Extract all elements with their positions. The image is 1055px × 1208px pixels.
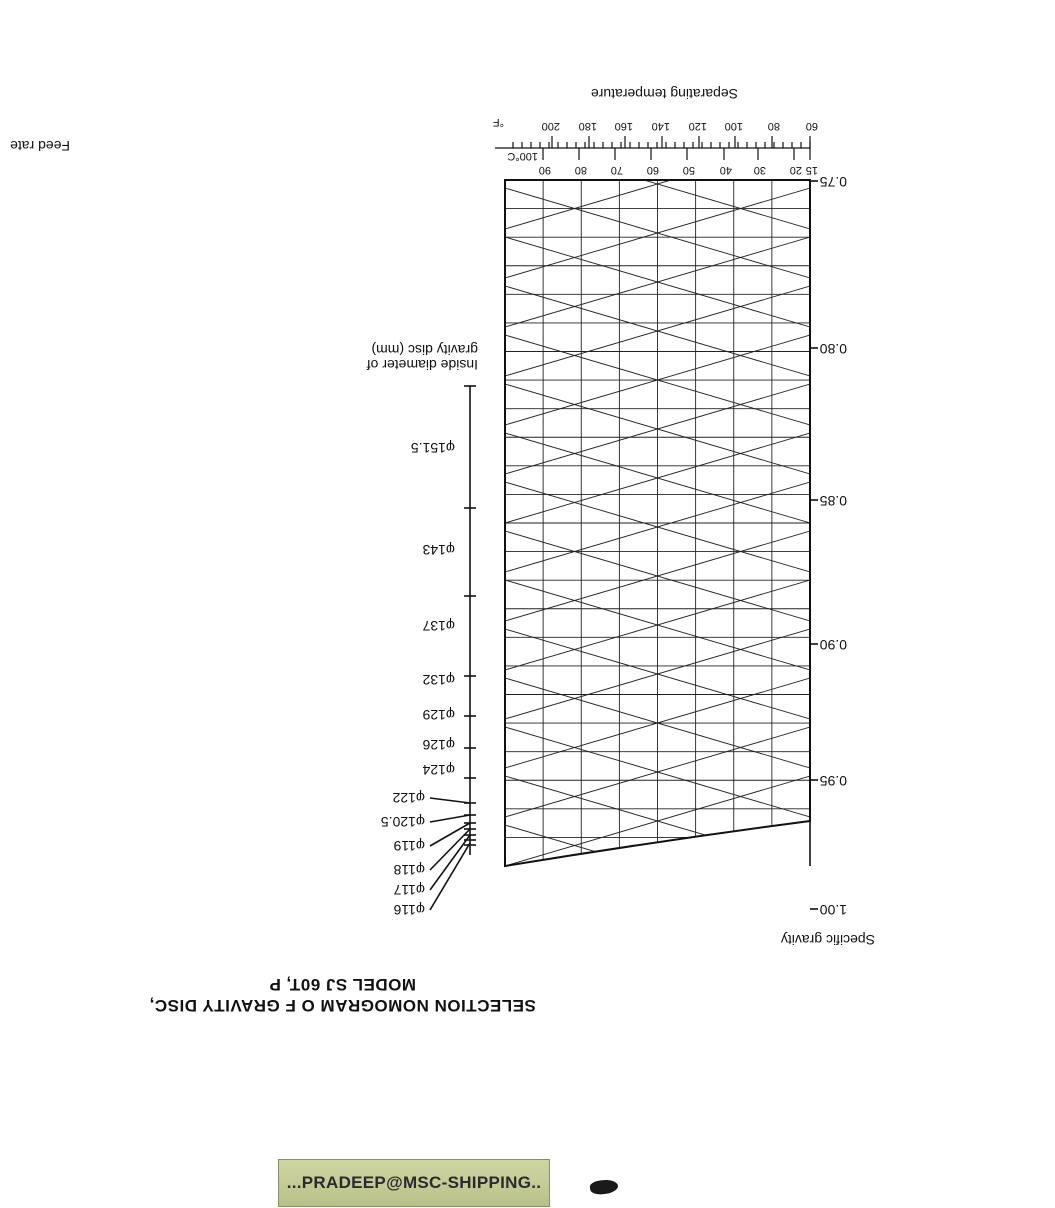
watermark-badge: ...PRADEEP@MSC-SHIPPING.. — [278, 1159, 550, 1207]
specific-gravity-scale — [810, 180, 818, 909]
celsius-tick-label: 60 — [646, 164, 659, 176]
disc-scale-label: φ126 — [422, 737, 455, 753]
celsius-tick-label: 50 — [682, 164, 695, 176]
title-line-2: MODEL SJ 60T, P — [269, 975, 417, 994]
disc-leader-line — [430, 798, 470, 803]
disc-leader-line — [430, 843, 470, 910]
grid-diagonal-line — [505, 874, 810, 964]
grid-diagonal-line — [505, 1119, 810, 1208]
sg-tick-label: 1.00 — [819, 902, 847, 918]
celsius-tick-label: 80 — [574, 164, 587, 176]
disc-leader-label: φ119 — [393, 838, 425, 854]
disc-scale-label: φ151.5 — [410, 440, 455, 456]
temperature-label: Separating temperature — [590, 86, 738, 102]
grid-diagonal-line — [505, 0, 810, 33]
disc-leader-line — [430, 815, 470, 822]
grid-diagonal-line — [505, 874, 810, 964]
disc-leader-label: φ117 — [393, 882, 425, 898]
title-line-1: SELECTION NOMOGRAM O F GRAVITY DISC, — [149, 996, 536, 1015]
sg-tick-label: 0.85 — [819, 493, 847, 509]
grid-diagonal-line — [505, 923, 810, 1013]
grid-diagonal-line — [505, 1168, 810, 1208]
grid-diagonal-line — [505, 1021, 810, 1111]
fahrenheit-tick-label: 60 — [805, 120, 818, 132]
sg-tick-label: 0.95 — [819, 773, 847, 789]
celsius-tick-label: 90 — [538, 164, 551, 176]
celsius-unit: 100°C — [507, 150, 538, 162]
page-title — [140, 974, 545, 1016]
disc-scale-label: φ124 — [422, 762, 455, 778]
sg-tick-label: 0.80 — [819, 341, 847, 357]
fahrenheit-tick-label: 100 — [724, 120, 743, 132]
grid-diagonal-line — [505, 0, 810, 82]
disc-leader-label: φ120.5 — [380, 814, 425, 830]
fahrenheit-unit: °F — [492, 116, 504, 128]
sg-tick-label: 0.90 — [819, 637, 847, 653]
disc-leader-label: φ116 — [393, 902, 425, 918]
disc-label-line-1: Inside diameter of — [366, 357, 478, 373]
celsius-tick-label: 70 — [610, 164, 623, 176]
fahrenheit-tick-label: 200 — [541, 120, 560, 132]
grid-diagonal-line — [505, 972, 810, 1062]
fahrenheit-tick-label: 160 — [614, 120, 633, 132]
grid-diagonal-line — [505, 1070, 810, 1160]
grid-diagonal-line — [505, 972, 810, 1062]
specific-gravity-label: Specific gravity — [780, 932, 875, 948]
disc-diameter-label — [367, 342, 478, 372]
grid-diagonal-line — [505, 923, 810, 1013]
grid-diagonal-line — [505, 1070, 810, 1160]
disc-label-line-2: gravity disc (mm) — [371, 342, 478, 358]
celsius-tick-label: 15 — [805, 164, 818, 176]
temperature-scale — [495, 136, 810, 160]
disc-scale-label: φ132 — [422, 672, 455, 688]
fahrenheit-tick-label: 80 — [767, 120, 780, 132]
disc-leader-label: φ122 — [392, 790, 425, 806]
disc-diameter-scale — [430, 386, 476, 910]
grid-diagonal-line — [505, 1119, 810, 1208]
fahrenheit-tick-label: 180 — [578, 120, 597, 132]
grid-diagonal-line — [505, 1021, 810, 1111]
celsius-tick-label: 40 — [719, 164, 732, 176]
feed-rate-label: Feed rate — [10, 138, 70, 154]
grid-diagonal-line — [505, 0, 810, 33]
sg-tick-label: 0.75 — [819, 174, 847, 190]
disc-scale-label: φ143 — [422, 542, 455, 558]
disc-leader-label: φ118 — [393, 862, 425, 878]
disc-scale-label: φ129 — [422, 707, 455, 723]
disc-scale-label: φ137 — [422, 618, 455, 634]
grid-diagonal-line — [505, 1168, 810, 1208]
fahrenheit-tick-label: 140 — [651, 120, 670, 132]
fahrenheit-tick-label: 120 — [688, 120, 707, 132]
grid-diagonal-line — [505, 0, 810, 82]
nomogram-grid — [505, 0, 810, 1208]
celsius-tick-label: 30 — [753, 164, 766, 176]
celsius-tick-label: 20 — [789, 164, 802, 176]
